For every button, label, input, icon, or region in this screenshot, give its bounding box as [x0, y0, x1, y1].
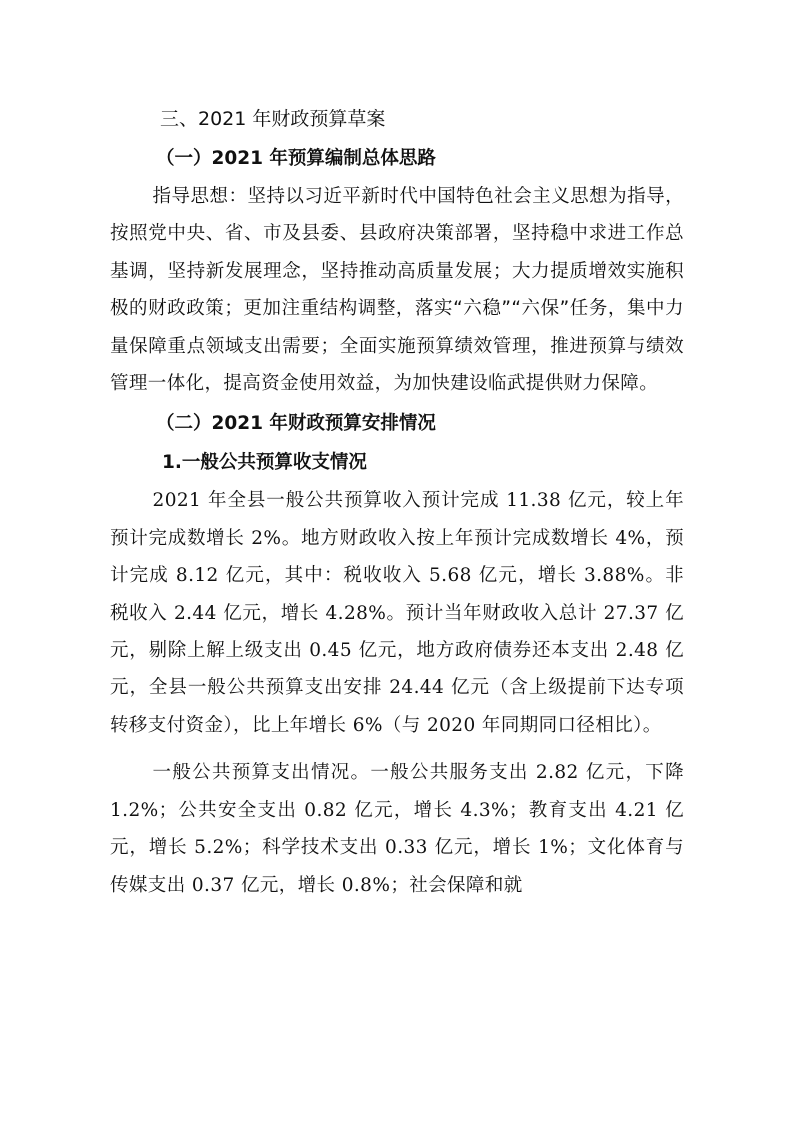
item-title-general-budget: 1.一般公共预算收支情况	[162, 452, 367, 474]
subsection-title-budget-approach: （一）2021 年预算编制总体思路	[156, 148, 436, 169]
section-title: 三、2021 年财政预算草案	[160, 108, 386, 130]
subsection-title-budget-arrangement: （二）2021 年财政预算安排情况	[156, 413, 436, 435]
document-body	[110, 100, 684, 904]
guiding-ideology-paragraph: 指导思想：坚持以习近平新时代中国特色社会主义思想为指导，按照党中央、省、市及县委、县政府决策部署，坚持稳中求进工作总基调，坚持新发展理念，坚持推动高质量发展；大力提质增效实施积极的财政政策；更加注重结构调整，落实“六稳”“六保”任务，集中力量保障重点领域支出需要；全面实施预算绩效管理，推进预算与绩效管理一体化，提高资金使用效益，为加快建设临武提供财力保障。	[110, 186, 684, 395]
expenditure-paragraph: 一般公共预算支出情况。一般公共服务支出 2.82 亿元，下降 1.2%；公共安全支出 0.82 亿元，增长 4.3%；教育支出 4.21 亿元，增长 5.2%；科学技术支出 0.33 亿元，增长 1%；文化体育与传媒支出 0.37 亿元，增长 0.8%；社会保障和就	[110, 762, 684, 896]
revenue-paragraph: 2021 年全县一般公共预算收入预计完成 11.38 亿元，较上年预计完成数增长 2%。地方财政收入按上年预计完成数增长 4%，预计完成 8.12 亿元，其中：税收收入 5.68 亿元，增长 3.88%。非税收入 2.44 亿元，增长 4.28%。预计当年财政收入总计 27.37 亿元，剔除上解上级支出 0.45 亿元，地方政府债券还本支出 2.48 亿元，全县一般公共预算支出安排 24.44 亿元（含上级提前下达专项转移支付资金），比上年增长 6%（与 2020 年同期同口径相比）。	[110, 490, 684, 736]
